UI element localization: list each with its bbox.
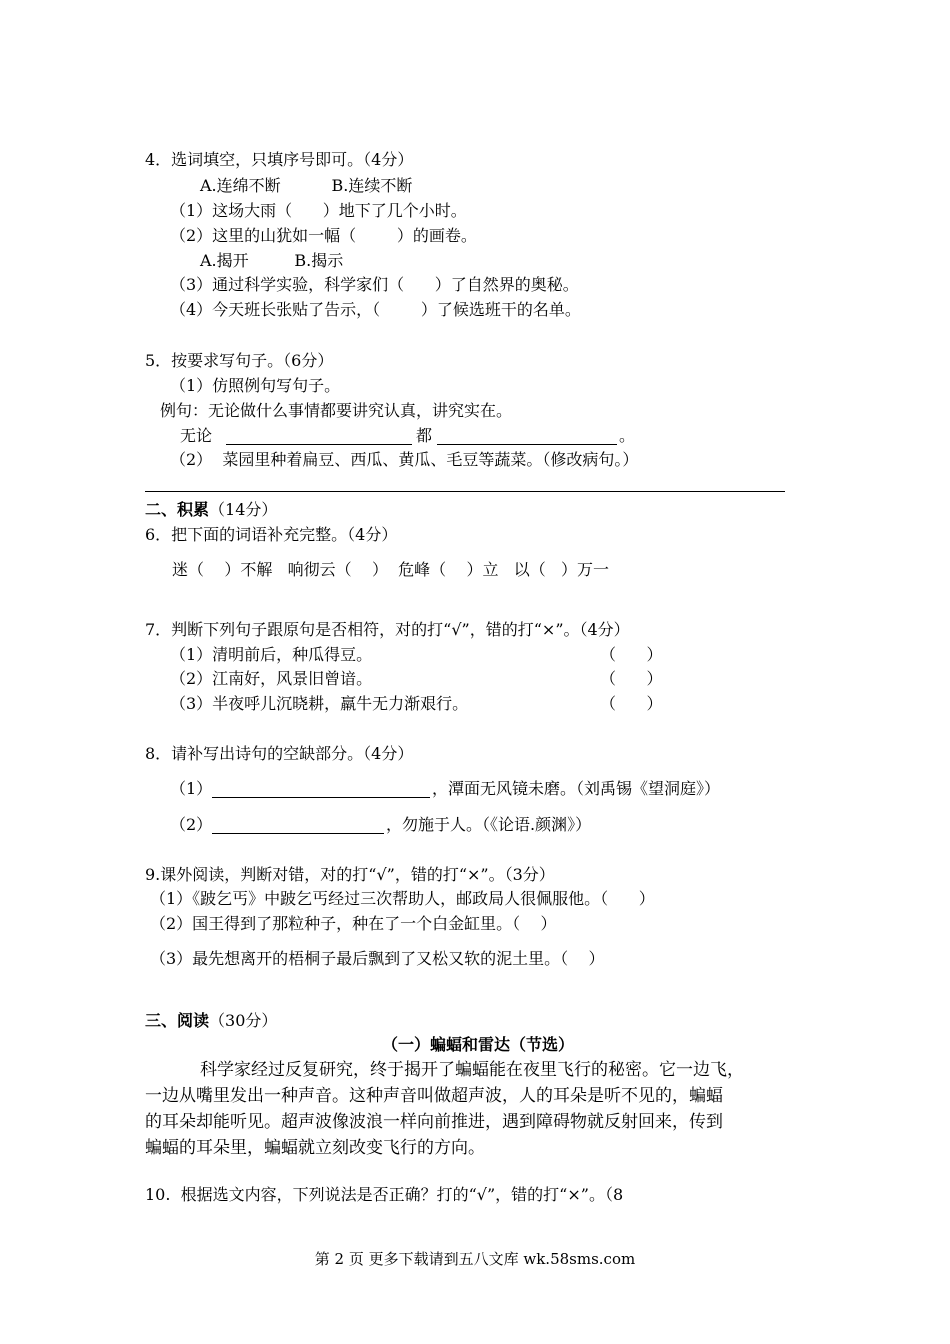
q7-blank-1[interactable]: （ ） bbox=[600, 645, 663, 664]
q5-example: 例句：无论做什么事情都要讲究认真，讲究实在。 bbox=[160, 401, 513, 420]
q8-line-1-text: ，潭面无风镜未磨。（刘禹锡《望洞庭》） bbox=[432, 779, 721, 798]
q4-item-4: （4）今天班长张贴了告示，（ ）了候选班干的名单。 bbox=[170, 300, 581, 319]
q6-title: 6．把下面的词语补充完整。（4分） bbox=[145, 525, 398, 544]
q4-item-1: （1）这场大雨（ ）地下了几个小时。 bbox=[170, 201, 467, 220]
q5-blank-2[interactable] bbox=[437, 444, 617, 445]
q5-title: 5．按要求写句子。（6分） bbox=[145, 351, 334, 370]
q8-line-1-prefix: （1） bbox=[170, 779, 213, 798]
q7-item-1: （1）清明前后，种瓜得豆。 bbox=[170, 645, 373, 664]
q5-word-period: 。 bbox=[619, 426, 636, 445]
q8-blank-1[interactable] bbox=[212, 797, 430, 798]
q9-title: 9.课外阅读，判断对错，对的打“√”，错的打“×”。（3分） bbox=[145, 865, 555, 884]
q4-item-3: （3）通过科学实验，科学家们（ ）了自然界的奥秘。 bbox=[170, 275, 579, 294]
q7-blank-3[interactable]: （ ） bbox=[600, 694, 663, 713]
q5-blank-1[interactable] bbox=[226, 444, 412, 445]
page-footer: 第 2 页 更多下载请到五八文库 wk.58sms.com bbox=[314, 1250, 636, 1268]
q8-title: 8．请补写出诗句的空缺部分。（4分） bbox=[145, 744, 414, 763]
q4-options-1: A.连绵不断 B.连续不断 bbox=[200, 176, 413, 195]
q8-line-2-text: ，勿施于人。（《论语.颜渊》） bbox=[386, 815, 592, 834]
q6-words: 迷（ ）不解 响彻云（ ） 危峰（ ）立 以（ ）万一 bbox=[172, 560, 609, 579]
q7-item-2: （2）江南好，风景旧曾谙。 bbox=[170, 669, 373, 688]
q4-title: 4．选词填空，只填序号即可。（4分） bbox=[145, 150, 414, 169]
q7-item-3: （3）半夜呼儿沉晓耕，羸牛无力渐艰行。 bbox=[170, 694, 469, 713]
reading-line-3: 的耳朵却能听见。超声波像波浪一样向前推进，遇到障碍物就反射回来，传到 bbox=[145, 1112, 723, 1132]
q5-item-2: （2） 菜园里种着扁豆、西瓜、黄瓜、毛豆等蔬菜。（修改病句。） bbox=[170, 450, 639, 469]
q5-word-dou: 都 bbox=[416, 426, 433, 445]
reading-line-1: 科学家经过反复研究，终于揭开了蝙蝠能在夜里飞行的秘密。它一边飞， bbox=[200, 1060, 744, 1080]
q8-line-2-prefix: （2） bbox=[170, 815, 213, 834]
reading-line-4: 蝙蝠的耳朵里，蝙蝠就立刻改变飞行的方向。 bbox=[145, 1138, 485, 1158]
section2-score: （14分） bbox=[209, 500, 278, 519]
reading-line-2: 一边从嘴里发出一种声音。这种声音叫做超声波，人的耳朵是听不见的，蝙蝠 bbox=[145, 1086, 723, 1106]
reading-title: （一）蝙蝠和雷达（节选） bbox=[382, 1035, 575, 1054]
q4-item-2: （2）这里的山犹如一幅（ ）的画卷。 bbox=[170, 226, 477, 245]
q8-blank-2[interactable] bbox=[212, 833, 384, 834]
section3-score: （30分） bbox=[209, 1011, 278, 1030]
q7-title: 7．判断下列句子跟原句是否相符，对的打“√”，错的打“×”。（4分） bbox=[145, 620, 630, 639]
q4-options-2: A.揭开 B.揭示 bbox=[200, 251, 344, 270]
q9-item-3: （3）最先想离开的梧桐子最后飘到了又松又软的泥土里。（ ） bbox=[150, 949, 605, 968]
section2-title: 二、积累 bbox=[145, 500, 210, 519]
section3-title: 三、阅读 bbox=[145, 1011, 210, 1030]
answer-line[interactable] bbox=[145, 491, 785, 492]
q5-item-1: （1）仿照例句写句子。 bbox=[170, 376, 341, 395]
section3-heading bbox=[145, 1010, 277, 1032]
q5-word-wulun: 无论 bbox=[180, 426, 213, 445]
q7-blank-2[interactable]: （ ） bbox=[600, 669, 663, 688]
section2-heading bbox=[145, 499, 277, 521]
q9-item-1: （1）《跛乞丐》中跛乞丐经过三次帮助人，邮政局人很佩服他。（ ） bbox=[150, 889, 655, 908]
q10-title: 10. 根据选文内容，下列说法是否正确？打的“√”，错的打“×”。（8 bbox=[145, 1185, 624, 1204]
q9-item-2: （2）国王得到了那粒种子，种在了一个白金缸里。（ ） bbox=[150, 914, 557, 933]
